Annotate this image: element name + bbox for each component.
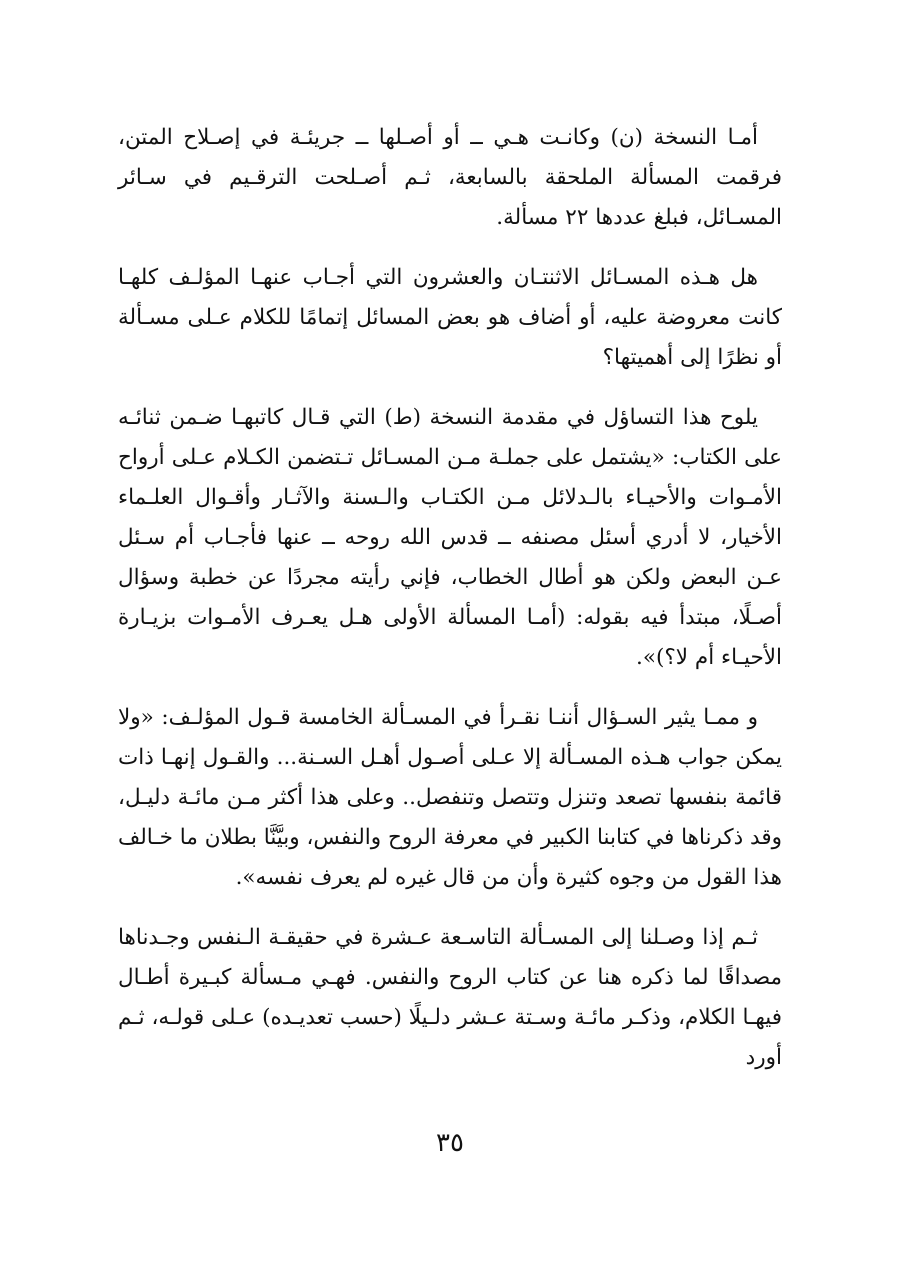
page-number: ٣٥	[436, 1128, 464, 1158]
paragraph-5: ثـم إذا وصـلنا إلى المسـألة التاسـعة عـشرة في حقيقـة الـنفس وجـدناها مصداقًا لما ذكره هنا عن كتاب الروح والنفس. فهـي مـسألة كبـيرة أطـال فيهـا الكلام، وذكـر مائـة وسـتة عـشر دلـيلًا (حسب تعديـده) عـلى قولـه، ثـم أورد	[118, 925, 782, 1070]
paragraph-1: أمـا النسخة (ن) وكانـت هـي ــ أو أصـلها ــ جريئـة في إصـلاح المتن، فرقمت المسألة الملحقة بالسابعة، ثـم أصـلحت الترقـيم في سـائر المسـائل، فبلغ عددها ٢٢ مسألة.	[118, 125, 782, 230]
paragraph-4: و ممـا يثير السـؤال أننـا نقـرأ في المسـألة الخامسة قـول المؤلـف: «ولا يمكن جواب هـذه المسـألة إلا عـلى أصـول أهـل السـنة... والقـول إنهـا ذات قائمة بنفسها تصعد وتنزل وتتصل وتنفصل.. وعلى هذا أكثر مـن مائـة دليـل، وقد ذكرناها في كتابنا الكبير في معرفة الروح والنفس، وبيَّنَّا بطلان ما خـالف هذا القول من وجوه كثيرة وأن من قال غيره لم يعرف نفسه».	[118, 705, 782, 890]
paragraph-3: يلوح هذا التساؤل في مقدمة النسخة (ط) التي قـال كاتبهـا ضـمن ثنائـه على الكتاب: «يشتمل على جملـة مـن المسـائل تـتضمن الكـلام عـلى أرواح الأمـوات والأحيـاء بالـدلائل مـن الكتـاب والـسنة والآثـار وأقـوال العلـماء الأخيار، لا أدري أسئل مصنفه ــ قدس الله روحه ــ عنها فأجـاب أم سـئل عـن البعض ولكن هو أطال الخطاب، فإني رأيته مجردًا عن خطبة وسؤال أصـلًا، مبتدأ فيه بقوله: (أمـا المسألة الأولى هـل يعـرف الأمـوات بزيـارة الأحيـاء أم لا؟)».	[118, 405, 782, 670]
page-body	[118, 118, 782, 1098]
paragraph-2: هل هـذه المسـائل الاثنتـان والعشرون التي أجـاب عنهـا المؤلـف كلهـا كانت معروضة عليه، أو أضاف هو بعض المسائل إتمامًا للكلام عـلى مسـألة أو نظرًا إلى أهميتها؟	[118, 265, 782, 370]
